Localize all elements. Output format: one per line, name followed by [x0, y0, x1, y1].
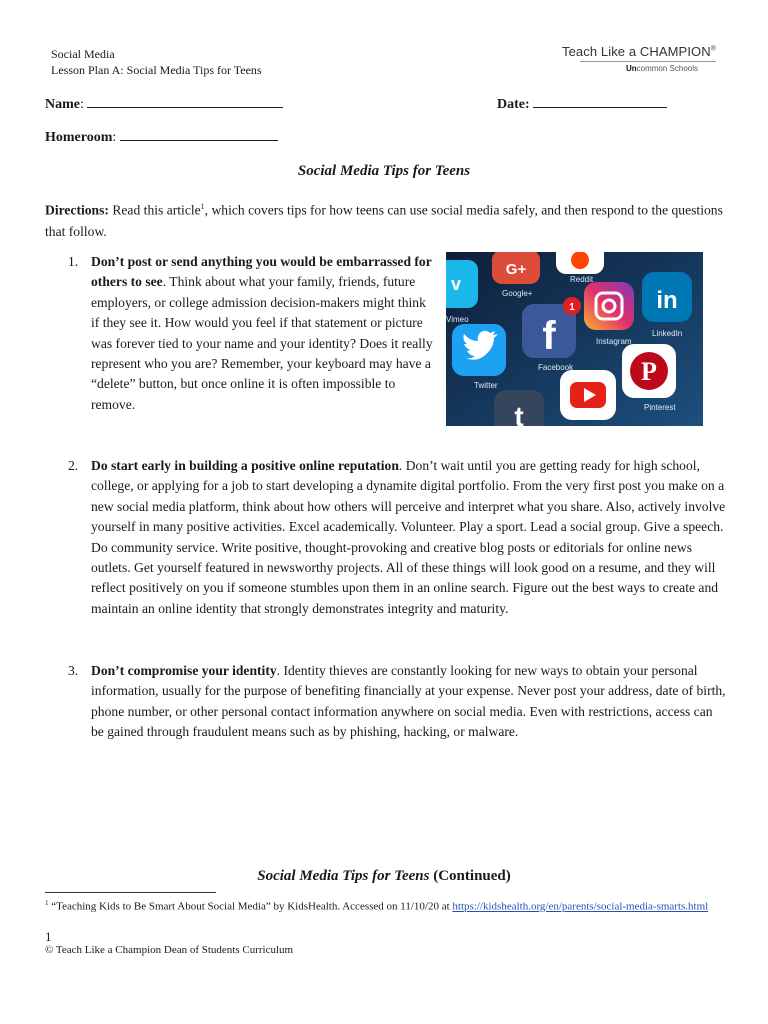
page-number: 1 — [45, 929, 52, 944]
date-field — [497, 95, 667, 113]
svg-text:Instagram: Instagram — [596, 337, 632, 346]
page-title: Social Media Tips for Teens — [297, 163, 471, 179]
logo-sub-bold: Un — [625, 64, 637, 73]
name-label: Name — [45, 97, 80, 112]
champion-logo — [536, 44, 716, 73]
logo-registered: ® — [710, 45, 716, 53]
social-media-apps-photo — [446, 252, 703, 426]
svg-text:Vimeo: Vimeo — [446, 315, 469, 324]
directions-label: Directions: — [45, 202, 109, 218]
name-field: Name: — [45, 95, 283, 113]
homeroom-field: Homeroom: — [45, 128, 278, 146]
tip-text: Don’t post or send anything you would be embarrassed for others to see. Think about what your family, friends, future employers, or college admission decision-makers might think if they see it. How would you feel if that statement or picture was forever tied to your name and your identity? Does it really represent who you are? Remember, your keyboard may have a “delete” button, but once online it is often impossible to remove. — [91, 254, 433, 412]
continued-title: Social Media Tips for Teens (Continued) — [257, 868, 511, 884]
header-lesson: Lesson Plan A: Social Media Tips for Teens — [51, 63, 262, 77]
header-subject: Social Media — [51, 47, 115, 61]
document-header — [51, 46, 262, 78]
svg-text:Reddit: Reddit — [570, 275, 594, 284]
copyright: © Teach Like a Champion Dean of Students Curriculum — [45, 944, 294, 956]
app-icons-illustration — [446, 252, 703, 426]
svg-text:G+: G+ — [505, 261, 527, 278]
logo-sub-rest: common Schools — [636, 64, 698, 73]
svg-text:P: P — [641, 357, 657, 386]
svg-text:f: f — [542, 314, 556, 358]
date-label: Date: — [497, 97, 530, 112]
name-blank[interactable] — [87, 95, 283, 108]
tumblr-icon — [494, 390, 544, 426]
tip-number: 1. — [68, 254, 79, 269]
logo-text: Teach Like a CHAMPION — [561, 44, 711, 59]
homeroom-label: Homeroom — [45, 130, 113, 145]
tip-text: Do start early in building a positive online reputation. Don’t wait until you are getting ready for high school, college, or applying for a job to start developing a dynamite digital portfolio. From the very first post you make on a new social media platform, think about how others will perceive and interpret what you share. Also, actively involve yourself in many positive activities. Excel academically. Volunteer. Play a sport. Lead a social group. Give a speech. Do community service. Write positive, thought-provoking and creative blog posts or editorials for online news outlets. Get yourself featured in newsworthy projects. All of these things will look good on a resume, and they will reflect positively on you if someone stumbles upon them in an online search. Figure out the best ways to create and maintain an online identity that strongly demonstrates integrity and maturity. — [91, 458, 726, 616]
svg-text:t: t — [514, 401, 524, 426]
svg-text:Pinterest: Pinterest — [644, 403, 676, 412]
youtube-icon — [560, 370, 616, 420]
homeroom-blank[interactable] — [120, 128, 278, 141]
footnote: $^1$ “Teaching Kids to Be Smart About Social Media” by KidsHealth. Accessed on 11/10/20 at https://kidshealth.org/en/parents/social-media-smarts.html — [45, 899, 709, 913]
svg-text:in: in — [656, 287, 678, 314]
tip-number: 2. — [68, 458, 79, 473]
date-blank[interactable] — [533, 95, 667, 108]
logo-rule — [580, 61, 716, 62]
svg-text:v: v — [450, 274, 462, 294]
tip-text: Don’t compromise your identity. Identity thieves are constantly looking for new ways to obtain your personal information, usually for the purpose of benefiting financially at your expense. Never post your address, date of birth, phone number, or other personal contact information anywhere on social media. Even with restrictions, access can be gained through fraudulent means such as by phishing, hacking, or malware. — [91, 663, 726, 740]
svg-text:LinkedIn: LinkedIn — [652, 329, 683, 338]
footnote-link[interactable]: https://kidshealth.org/en/parents/social-media-smarts.html — [452, 900, 709, 913]
directions: Directions: Read this article$^1$, which covers tips for how teens can use social media safely, and then respond to the questions that follow. — [45, 202, 723, 239]
footnote-separator — [45, 892, 216, 893]
tip-number: 3. — [68, 663, 79, 678]
svg-text:Facebook: Facebook — [538, 363, 574, 372]
svg-text:Twitter: Twitter — [474, 381, 498, 390]
svg-text:Google+: Google+ — [502, 289, 533, 298]
svg-text:1: 1 — [569, 302, 575, 313]
footnote-ref[interactable]: 1 — [200, 202, 205, 211]
